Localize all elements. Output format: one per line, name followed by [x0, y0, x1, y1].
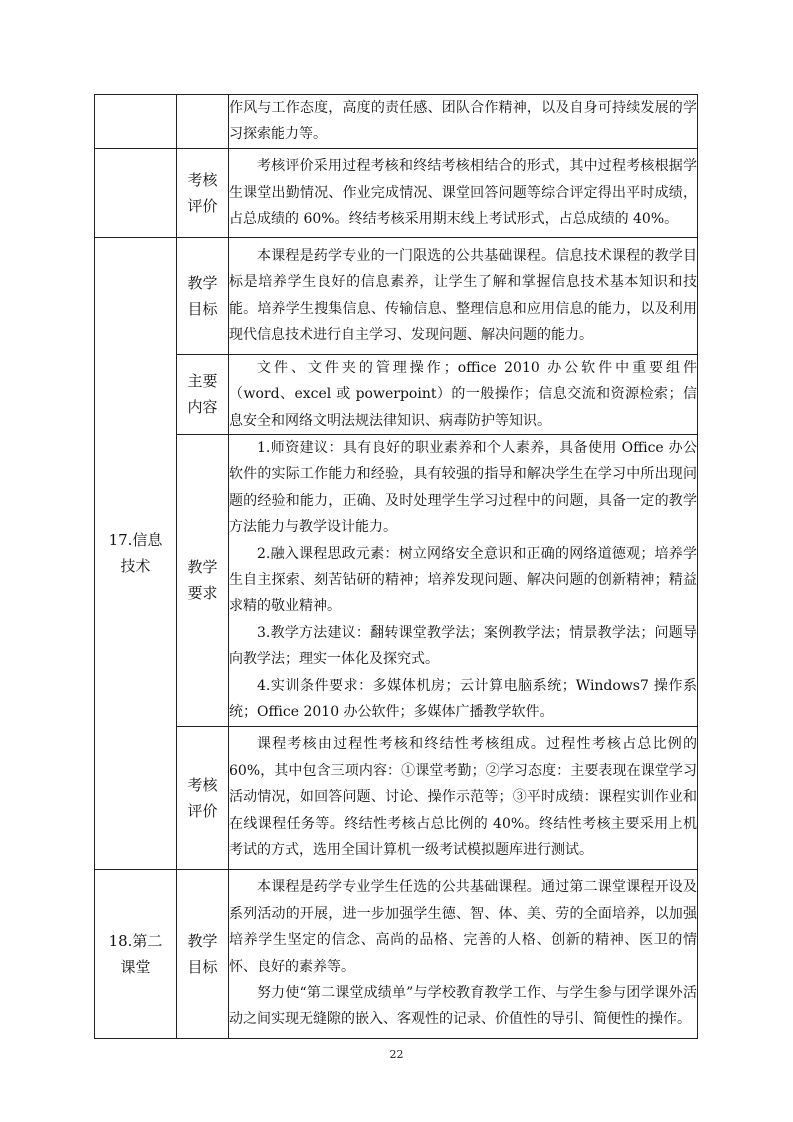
label-cell-empty [177, 95, 229, 149]
table-row [95, 869, 698, 1038]
content-cell [229, 726, 698, 869]
row-label: 教学 目标 [177, 869, 229, 1038]
eval-text: 课程考核由过程性考核和终结性考核组成。过程性考核占总比例的 60%，其中包含三项内容：①课堂考勤；②学习态度：主要表现在课堂学习活动情况，如回答问题、讨论、操作示范等；③平时成绩：课程实训作业和在线课程任务等。终结性考核占总比例的 40%。终结性考核主要采用上机考试的方式，选用全国计算机一级考试模拟题库进行测试。 [229, 736, 697, 859]
row-label: 考核 评价 [177, 148, 229, 237]
req-para-3: 3.教学方法建议：翻转课堂教学法；案例教学法；情景教学法；问题导向教学法；理实一体化及探究式。 [229, 624, 697, 668]
course-cell-empty [95, 95, 177, 149]
req-para-1: 1.师资建议：具有良好的职业素养和个人素养，具备使用 Office 办公软件的实际工作能力和经验，具有较强的指导和解决学生在学习中所出现问题的经验和能力，正确、及时处理学生学习过程中的问题，具备一定的教学方法能力与教学设计能力。 [229, 440, 697, 536]
row-label: 教学 要求 [177, 435, 229, 726]
content-cell [229, 354, 698, 434]
table-row [95, 95, 698, 149]
course-cell-empty [95, 148, 177, 237]
continued-text: 作风与工作态度，高度的责任感、团队合作精神，以及自身可持续发展的学习探索能力等。 [229, 100, 697, 143]
row-label: 教学 目标 [177, 237, 229, 354]
content-cell [229, 148, 698, 237]
course-name-18: 18.第二 课堂 [95, 869, 177, 1038]
goal-para-1: 本课程是药学专业学生任选的公共基础课程。通过第二课堂课程开设及系列活动的开展，进一步加强学生德、智、体、美、劳的全面培养，以加强培养学生坚定的信念、高尚的品格、完善的人格、创新的精神、医卫的情怀、良好的素养等。 [229, 879, 697, 975]
course-table [94, 94, 698, 1039]
table-row [95, 435, 698, 726]
row-label: 考核 评价 [177, 726, 229, 869]
course-name-17: 17.信息 技术 [95, 237, 177, 869]
page-number: 22 [389, 1048, 404, 1061]
table-row [95, 237, 698, 354]
content-cell [229, 95, 698, 149]
content-cell [229, 237, 698, 354]
eval-text: 考核评价采用过程考核和终结考核相结合的形式，其中过程考核根据学生课堂出勤情况、作业完成情况、课堂回答问题等综合评定得出平时成绩，占总成绩的 60%。终结考核采用期末线上考试形式，占总成绩的 40%。 [229, 158, 697, 228]
req-para-4: 4.实训条件要求：多媒体机房；云计算电脑系统；Windows7 操作系统；Office 2010 办公软件；多媒体广播教学软件。 [229, 677, 697, 721]
content-cell [229, 869, 698, 1038]
table-row [95, 354, 698, 434]
content-cell [229, 435, 698, 726]
content-text: 文件、文件夹的管理操作；office 2010 办公软件中重要组件（word、excel 或 powerpoint）的一般操作；信息交流和资源检索；信息安全和网络文明法规法律知识、病毒防护等知识。 [229, 359, 697, 429]
row-label: 主要 内容 [177, 354, 229, 434]
goal-text: 本课程是药学专业的一门限选的公共基础课程。信息技术课程的教学目标是培养学生良好的信息素养，让学生了解和掌握信息技术基本知识和技能。培养学生搜集信息、传输信息、整理信息和应用信息的能力，以及利用现代信息技术进行自主学习、发现问题、解决问题的能力。 [229, 248, 697, 344]
req-para-2: 2.融入课程思政元素：树立网络安全意识和正确的网络道德观；培养学生自主探索、刻苦钻研的精神；培养发现问题、解决问题的创新精神；精益求精的敬业精神。 [229, 545, 697, 615]
table-row [95, 148, 698, 237]
goal-para-2: 努力使“第二课堂成绩单”与学校教育教学工作、与学生参与团学课外活动之间实现无缝隙的嵌入、客观性的记录、价值性的导引、简便性的操作。 [229, 984, 697, 1028]
table-row [95, 726, 698, 869]
